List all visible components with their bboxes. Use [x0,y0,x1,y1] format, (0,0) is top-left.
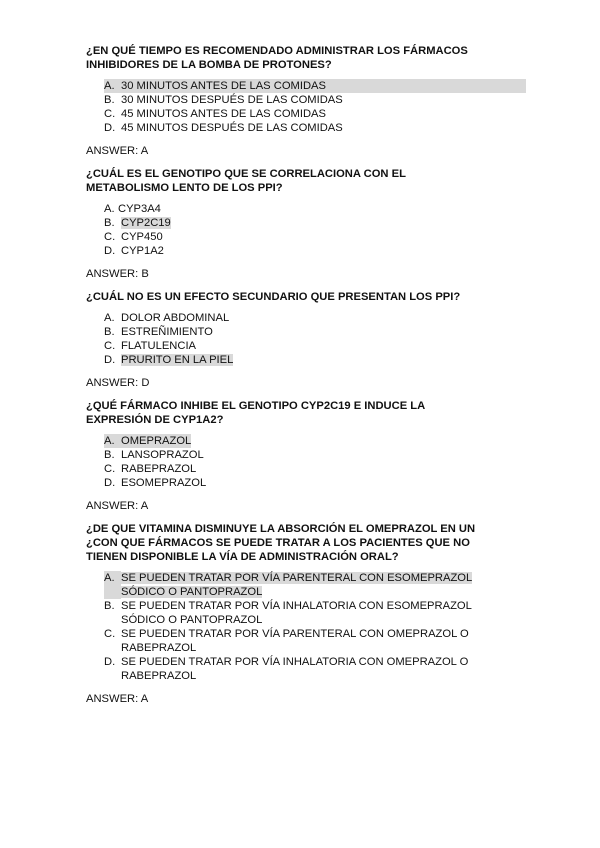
option-d [104,121,526,135]
question-5 [86,522,526,706]
options-list [104,202,526,258]
option-d [104,476,526,490]
option-letter: A. [104,571,121,599]
option-text: 30 MINUTOS DESPUÉS DE LAS COMIDAS [121,94,343,106]
option-a [104,79,526,93]
options-list [104,434,526,490]
question-text: ¿CUÁL ES EL GENOTIPO QUE SE CORRELACIONA CON EL METABOLISMO LENTO DE LOS PPI? [86,168,406,194]
option-letter: D. [104,656,116,668]
option-text: CYP1A2 [121,245,164,257]
option-letter: D. [104,122,116,134]
options-list [104,311,526,367]
option-letter: A. [104,203,115,215]
question-2 [86,167,526,281]
option-letter: B. [104,94,115,106]
question-text: ¿CUÁL NO ES UN EFECTO SECUNDARIO QUE PRESENTAN LOS PPI? [86,291,461,303]
option-letter: A. [104,435,115,447]
options-list [104,571,526,683]
option-text: RABEPRAZOL [121,463,197,475]
answer-line: ANSWER: A [86,500,149,512]
option-c [104,462,526,476]
option-text: ESTREÑIMIENTO [121,326,213,338]
option-text: DOLOR ABDOMINAL [121,312,230,324]
option-text: SE PUEDEN TRATAR POR VÍA PARENTERAL CON OMEPRAZOL O RABEPRAZOL [121,628,469,654]
option-a [104,311,526,325]
option-c [104,627,526,655]
option-c [104,230,526,244]
option-text: FLATULENCIA [121,340,197,352]
option-letter: C. [104,463,116,475]
option-letter: B. [104,600,115,612]
option-letter: A. [104,80,115,92]
option-letter: C. [104,108,116,120]
option-a [104,434,526,448]
option-text: SE PUEDEN TRATAR POR VÍA INHALATORIA CON OMEPRAZOL O RABEPRAZOL [121,656,469,682]
option-letter: A. [104,312,115,324]
quiz-document [86,44,526,715]
option-c [104,107,526,121]
option-text: 45 MINUTOS ANTES DE LAS COMIDAS [121,108,326,120]
option-text: LANSOPRAZOL [121,449,204,461]
option-b [104,448,526,462]
question-4 [86,399,526,513]
option-text: OMEPRAZOL [121,435,192,447]
question-text: ¿EN QUÉ TIEMPO ES RECOMENDADO ADMINISTRAR LOS FÁRMACOS INHIBIDORES DE LA BOMBA DE PROTONES? [86,45,468,71]
option-letter: B. [104,217,115,229]
option-b [104,216,526,230]
option-a [104,571,526,599]
question-3 [86,290,526,390]
option-d [104,353,526,367]
option-letter: C. [104,628,116,640]
option-c [104,339,526,353]
option-b [104,325,526,339]
option-text: CYP450 [121,231,163,243]
question-1 [86,44,526,158]
question-text: ¿QUÉ FÁRMACO INHIBE EL GENOTIPO CYP2C19 E INDUCE LA EXPRESIÓN DE CYP1A2? [86,400,426,426]
option-text: SE PUEDEN TRATAR POR VÍA PARENTERAL CON ESOMEPRAZOL SÓDICO O PANTOPRAZOL [121,572,473,598]
option-text: SE PUEDEN TRATAR POR VÍA INHALATORIA CON ESOMEPRAZOL SÓDICO O PANTOPRAZOL [121,600,472,626]
question-text: ¿DE QUE VITAMINA DISMINUYE LA ABSORCIÓN EL OMEPRAZOL EN UN ¿CON QUE FÁRMACOS SE PUEDE TRATAR A LOS PACIENTES QUE NO TIENEN DISPONIBLE LA VÍA DE ADMINISTRACIÓN ORAL? [86,523,476,563]
option-letter: B. [104,449,115,461]
option-d [104,655,526,683]
option-a [104,202,526,216]
options-list [104,79,526,135]
option-text: 45 MINUTOS DESPUÉS DE LAS COMIDAS [121,122,343,134]
answer-line: ANSWER: D [86,377,150,389]
option-b [104,599,526,627]
option-letter: D. [104,477,116,489]
answer-line: ANSWER: B [86,268,149,280]
option-letter: D. [104,354,116,366]
option-text: ESOMEPRAZOL [121,477,207,489]
option-letter: B. [104,326,115,338]
answer-line: ANSWER: A [86,145,149,157]
option-letter: D. [104,245,116,257]
option-text: 30 MINUTOS ANTES DE LAS COMIDAS [121,80,326,92]
option-b [104,93,526,107]
option-text: CYP2C19 [121,217,171,229]
option-text: PRURITO EN LA PIEL [121,354,234,366]
answer-line: ANSWER: A [86,693,149,705]
option-text: CYP3A4 [118,203,161,215]
option-d [104,244,526,258]
option-letter: C. [104,340,116,352]
option-letter: C. [104,231,116,243]
